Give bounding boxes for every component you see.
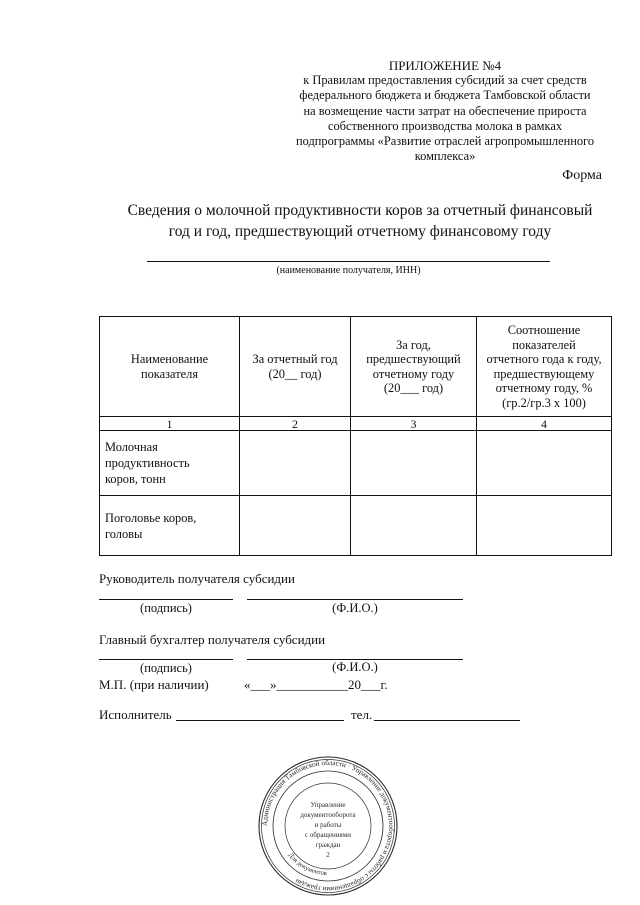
stamp-place-label: М.П. (при наличии) xyxy=(99,677,209,692)
recipient-name-line xyxy=(147,261,550,262)
executor-label: Исполнитель xyxy=(99,707,172,722)
value-cell[interactable] xyxy=(351,496,477,556)
table-row xyxy=(100,496,612,556)
svg-text:Управление: Управление xyxy=(310,801,346,809)
organization-stamp xyxy=(257,755,399,897)
phone-line[interactable] xyxy=(374,720,520,721)
head-signature-line[interactable] xyxy=(99,599,233,600)
table-header-row xyxy=(100,317,612,417)
row-label: Молочная продуктивность коров, тонн xyxy=(100,431,240,496)
accountant-signatory-label: Главный бухгалтер получателя субсидии xyxy=(99,632,326,647)
productivity-table xyxy=(99,316,612,556)
header-cell: Соотношение показателей отчетного года к году, предшествующему отчетному году, % (гр.2/гр.3 х 100) xyxy=(477,317,612,417)
head-signatory-label: Руководитель получателя субсидии xyxy=(99,571,295,586)
stamp-outer-text: Администрация Тамбовской области · Управление документооборота и работы с обращениями граждан xyxy=(260,758,396,894)
head-name-line[interactable] xyxy=(247,599,463,600)
appendix-line: к Правилам предоставления субсидий за счет средств xyxy=(303,73,587,88)
svg-text:граждан: граждан xyxy=(315,841,341,849)
value-cell[interactable] xyxy=(351,431,477,496)
name-caption: (Ф.И.О.) xyxy=(332,660,378,674)
header-cell: Наименование показателя xyxy=(100,317,240,417)
name-caption: (Ф.И.О.) xyxy=(332,601,378,615)
appendix-line: федерального бюджета и бюджета Тамбовской области xyxy=(299,88,591,103)
document-title xyxy=(110,200,610,242)
column-number-row xyxy=(100,417,612,431)
phone-label: тел. xyxy=(351,707,373,722)
table-row xyxy=(100,431,612,496)
value-cell[interactable] xyxy=(240,496,351,556)
document-title-line: год и год, предшествующий отчетному финансовому году xyxy=(168,223,552,240)
row-label: Поголовье коров, головы xyxy=(100,496,240,556)
stamp-inner-text: Для документов xyxy=(286,851,327,878)
column-number: 4 xyxy=(477,417,612,431)
document-title-line: Сведения о молочной продуктивности коров за отчетный финансовый xyxy=(127,202,593,219)
appendix-line: подпрограммы «Развитие отраслей агропромышленного xyxy=(295,134,595,149)
recipient-caption: (наименование получателя, ИНН) xyxy=(276,265,421,276)
form-label: Форма xyxy=(562,168,602,183)
appendix-line: комплекса» xyxy=(414,149,476,164)
header-cell: За отчетный год (20__ год) xyxy=(240,317,351,417)
column-number: 3 xyxy=(351,417,477,431)
accountant-signature-line[interactable] xyxy=(99,659,233,660)
svg-text:документооборота: документооборота xyxy=(300,811,356,819)
header-cell: За год, предшествующий отчетному году (20___ год) xyxy=(351,317,477,417)
appendix-line: на возмещение части затрат на обеспечение прироста xyxy=(303,103,587,118)
date-field[interactable]: «___»___________20___г. xyxy=(244,677,388,692)
executor-name-line[interactable] xyxy=(176,720,344,721)
appendix-header xyxy=(270,58,620,164)
svg-text:с обращениями: с обращениями xyxy=(305,831,351,839)
column-number: 2 xyxy=(240,417,351,431)
value-cell[interactable] xyxy=(240,431,351,496)
value-cell[interactable] xyxy=(477,496,612,556)
appendix-line: собственного производства молока в рамках xyxy=(327,118,563,133)
svg-text:2: 2 xyxy=(326,851,330,859)
value-cell[interactable] xyxy=(477,431,612,496)
signature-caption: (подпись) xyxy=(140,661,192,675)
appendix-title: ПРИЛОЖЕНИЕ №4 xyxy=(388,58,502,73)
stamp-center-text xyxy=(300,801,356,859)
column-number: 1 xyxy=(100,417,240,431)
svg-text:и работы: и работы xyxy=(314,821,342,829)
signature-caption: (подпись) xyxy=(140,601,192,615)
